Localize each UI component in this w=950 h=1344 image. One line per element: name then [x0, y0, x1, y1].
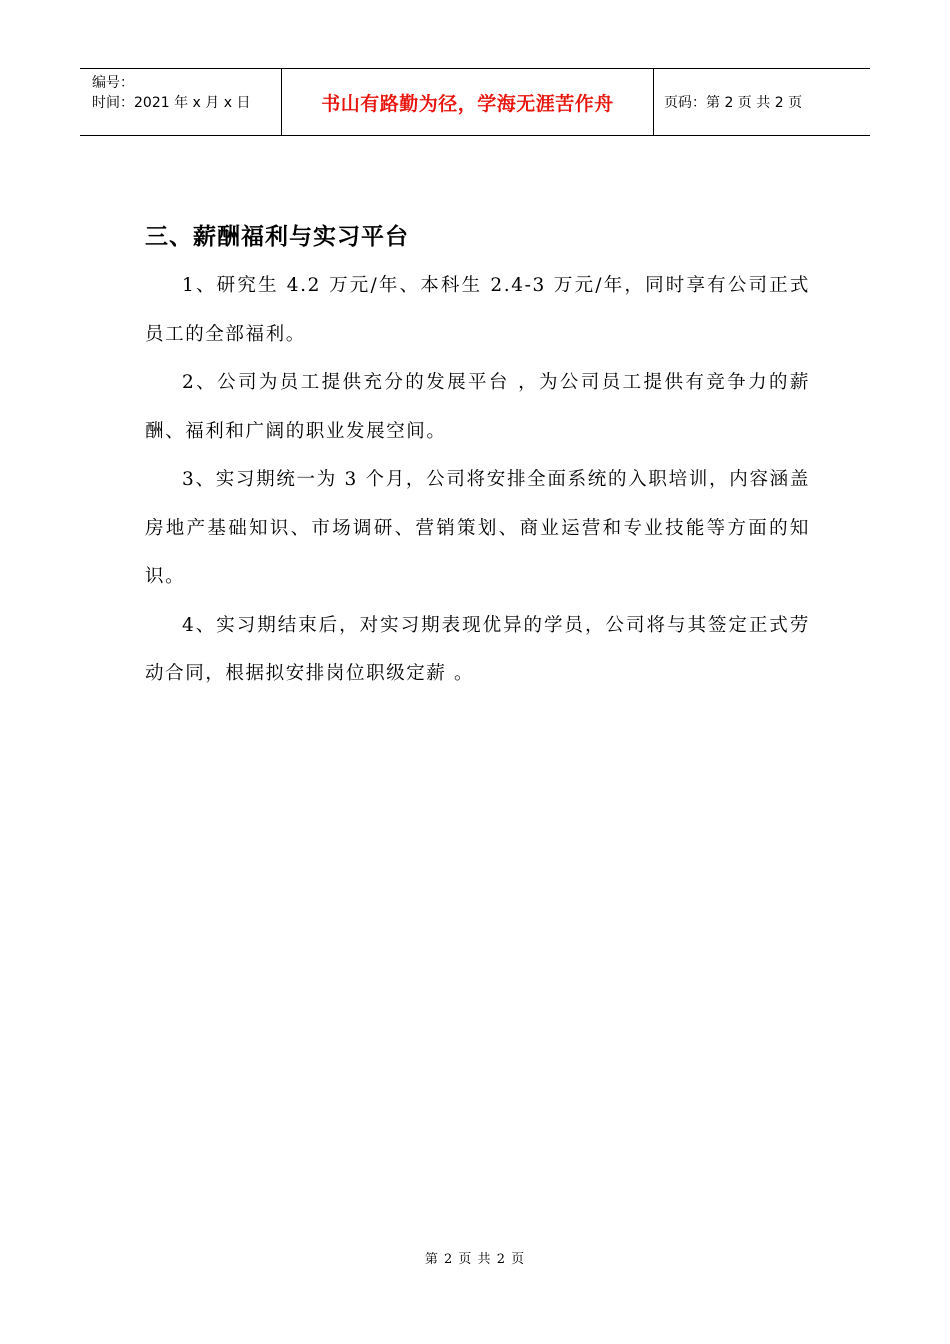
- header-meta-cell: [80, 69, 281, 135]
- header-page-cell: [654, 69, 870, 135]
- document-header: [80, 68, 870, 136]
- time-label: 时间：2021 年 x 月 x 日: [92, 95, 251, 111]
- paragraph: 4、实习期结束后，对实习期表现优异的学员，公司将与其签定正式劳动合同，根据拟安排岗位职级定薪 。: [145, 614, 810, 684]
- paragraph: 1、研究生 4.2 万元/年、本科生 2.4-3 万元/年，同时享有公司正式员工的全部福利。: [145, 275, 810, 345]
- section-body: [145, 262, 810, 699]
- number-label: 编号：: [92, 75, 134, 91]
- page-label: 页码：第 2 页 共 2 页: [664, 95, 803, 111]
- paragraph: 2、公司为员工提供充分的发展平台 ，为公司员工提供有竞争力的薪酬、福利和广阔的职业发展空间。: [145, 372, 810, 442]
- motto-text: 书山有路勤为径，学海无涯苦作舟: [321, 92, 614, 115]
- paragraph: 3、实习期统一为 3 个月，公司将安排全面系统的入职培训，内容涵盖房地产基础知识、市场调研、营销策划、商业运营和专业技能等方面的知识。: [145, 469, 810, 587]
- page-footer: 第 2 页 共 2 页: [424, 1252, 526, 1267]
- section-title: 三、薪酬福利与实习平台: [145, 224, 409, 250]
- header-motto-cell: [281, 69, 654, 135]
